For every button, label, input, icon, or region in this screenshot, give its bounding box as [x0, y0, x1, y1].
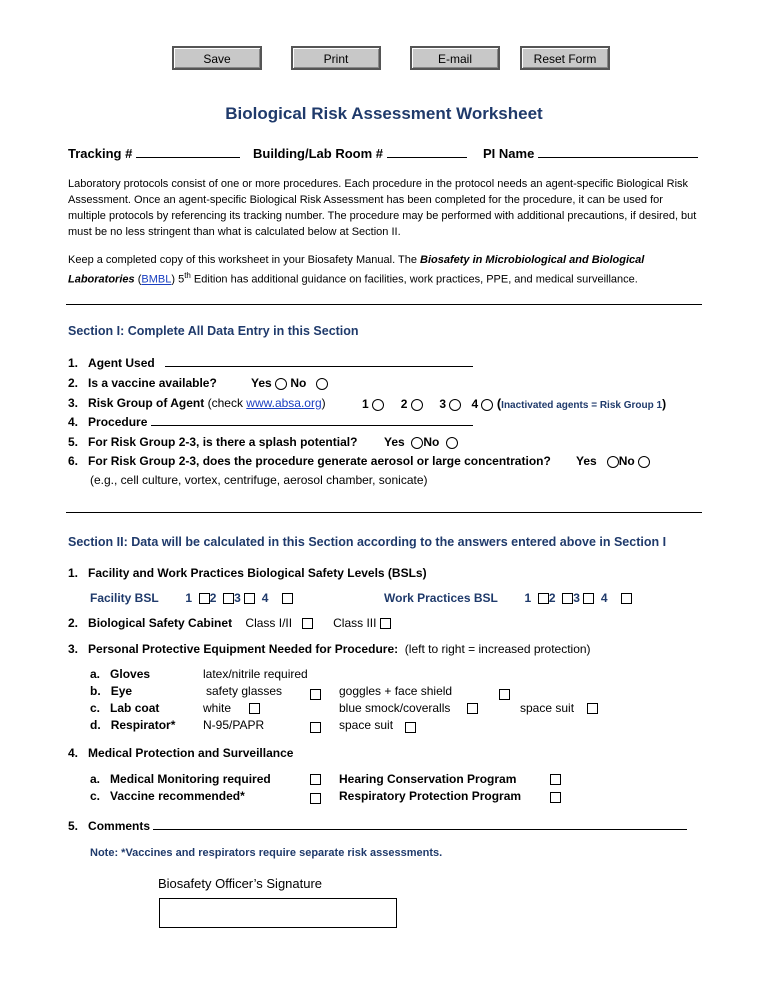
q-label: Risk Group of Agent — [88, 396, 208, 410]
splash-yes-radio[interactable] — [411, 437, 423, 449]
yes-label: Yes — [384, 435, 405, 449]
q-num: 6. — [68, 454, 79, 468]
procedure-input[interactable] — [151, 425, 473, 426]
bsl-level: 4 — [261, 591, 269, 605]
paren: ( — [496, 396, 502, 411]
signature-label: Biosafety Officer’s Signature — [158, 876, 323, 891]
ppe-lab-coat — [90, 701, 159, 715]
tracking-field[interactable] — [68, 146, 240, 161]
q-num: 1. — [68, 356, 79, 370]
tracking-label: Tracking # — [68, 146, 133, 161]
risk-group-options — [362, 396, 666, 411]
labcoat-option-1 — [203, 701, 231, 715]
eye-option-2 — [339, 684, 452, 698]
yes-label: Yes — [251, 376, 272, 390]
labcoat-blue-checkbox[interactable] — [467, 703, 478, 714]
labcoat-option-2 — [339, 701, 450, 715]
s2-q4-medical — [68, 746, 293, 760]
building-field[interactable] — [253, 146, 467, 161]
risk-group-1-radio[interactable] — [372, 399, 384, 411]
ppe-item: Gloves — [110, 667, 151, 681]
option-label: white — [203, 701, 232, 715]
bmbl-title: Biosafety in Microbiological and Biological Laboratories — [68, 254, 645, 286]
bsl-level: 1 — [524, 591, 532, 605]
q-num: 2. — [68, 616, 79, 630]
intro-text: Keep a completed copy of this worksheet in your Biosafety Manual. The — [68, 254, 420, 266]
q-hint: (check — [207, 396, 247, 410]
ppe-letter: a. — [90, 667, 101, 681]
facility-bsl-1-checkbox[interactable] — [199, 593, 210, 604]
q-num: 5. — [68, 819, 79, 833]
ppe-letter: c. — [90, 701, 101, 715]
respiratory-protection-checkbox[interactable] — [550, 792, 561, 803]
bsl-level: 3 — [234, 591, 241, 605]
bsl-level: 1 — [185, 591, 193, 605]
bsc-class-label: Class III — [333, 616, 377, 630]
ppe-respirator — [90, 718, 175, 732]
q-label: For Risk Group 2-3, is there a splash potential? — [88, 435, 358, 449]
signature-box[interactable] — [159, 898, 397, 928]
s2-q3-ppe — [68, 642, 591, 656]
building-input[interactable] — [387, 157, 467, 158]
bsl-level: 2 — [209, 591, 217, 605]
intro-text: ( — [134, 273, 142, 286]
q3-risk-group — [68, 396, 326, 410]
vaccine-options — [251, 376, 328, 390]
divider — [66, 512, 702, 513]
no-label: No — [618, 454, 635, 468]
work-bsl-2-checkbox[interactable] — [562, 593, 573, 604]
q-label: Biological Safety Cabinet — [88, 616, 233, 630]
respirator-n95-checkbox[interactable] — [310, 722, 321, 733]
option-label: blue smock/coveralls — [339, 701, 451, 715]
labcoat-white-checkbox[interactable] — [249, 703, 260, 714]
pi-name-field[interactable] — [483, 146, 698, 161]
bmbl-link[interactable]: BMBL — [141, 273, 172, 286]
risk-group-2-radio[interactable] — [411, 399, 423, 411]
aerosol-no-radio[interactable] — [638, 456, 650, 468]
q1-agent-used — [68, 356, 473, 370]
option-label: space suit — [520, 701, 575, 715]
s2-q1-bsl — [68, 566, 427, 580]
q6-aerosol — [68, 454, 551, 468]
ppe-letter: b. — [90, 684, 101, 698]
q-num: 5. — [68, 435, 79, 449]
q-num: 1. — [68, 566, 79, 580]
s2-q5-comments — [68, 819, 687, 833]
email-button[interactable]: E-mail — [410, 46, 500, 70]
reset-form-button[interactable]: Reset Form — [520, 46, 610, 70]
superscript: th — [184, 271, 191, 280]
q-hint: ) — [321, 396, 326, 410]
q-label: Personal Protective Equipment Needed for Procedure: — [88, 642, 399, 656]
med-letter: c. — [90, 789, 101, 803]
section1-heading: Section I: Complete All Data Entry in this Section — [68, 324, 359, 338]
splash-no-radio[interactable] — [446, 437, 458, 449]
work-bsl-3-checkbox[interactable] — [583, 593, 594, 604]
vaccine-yes-radio[interactable] — [275, 378, 287, 390]
facility-bsl-3-checkbox[interactable] — [244, 593, 255, 604]
aerosol-examples: (e.g., cell culture, vortex, centrifuge, aerosol chamber, sonicate) — [90, 473, 428, 487]
agent-used-input[interactable] — [165, 366, 473, 367]
med-item: Vaccine recommended* — [110, 789, 245, 803]
s2-q2-bsc — [68, 616, 391, 630]
risk-group-4-radio[interactable] — [481, 399, 493, 411]
vaccine-no-radio[interactable] — [316, 378, 328, 390]
facility-bsl-2-checkbox[interactable] — [223, 593, 234, 604]
intro-text: Edition has additional guidance on facilities, work practices, PPE, and medical surveillance. — [190, 273, 638, 286]
bsc-class-label: Class I/II — [245, 616, 293, 630]
facility-bsl-label: Facility BSL — [90, 591, 159, 605]
print-button[interactable]: Print — [291, 46, 381, 70]
no-label: No — [290, 376, 307, 390]
q-label: Agent Used — [88, 356, 155, 370]
paren: ) — [662, 397, 667, 411]
ppe-eye — [90, 684, 132, 698]
q-label: Comments — [88, 819, 151, 833]
q-label: Procedure — [88, 415, 148, 429]
q-label: Facility and Work Practices Biological Safety Levels (BSLs) — [88, 566, 427, 580]
bsc-class-1-2-checkbox[interactable] — [302, 618, 313, 629]
option-label: space suit — [339, 718, 394, 732]
gloves-option: latex/nitrile required — [203, 667, 308, 681]
respirator-space-suit-checkbox[interactable] — [405, 722, 416, 733]
aerosol-yes-radio[interactable] — [607, 456, 619, 468]
intro-paragraph-2 — [68, 252, 698, 288]
q5-splash — [68, 435, 357, 449]
ppe-gloves — [90, 667, 150, 681]
respiratory-protection — [339, 789, 521, 803]
rg-label: 3 — [439, 397, 447, 411]
medical-monitoring — [90, 772, 271, 786]
q-label: Is a vaccine available? — [88, 376, 217, 390]
intro-text: ) 5 — [171, 273, 185, 286]
absa-link[interactable]: www.absa.org — [246, 396, 322, 410]
ppe-item: Respirator* — [110, 718, 176, 732]
bsc-class-3-checkbox[interactable] — [380, 618, 391, 629]
yes-label: Yes — [576, 454, 597, 468]
facility-bsl-4-checkbox[interactable] — [282, 593, 293, 604]
risk-group-3-radio[interactable] — [449, 399, 461, 411]
respirator-option-1 — [203, 718, 264, 732]
q-num: 3. — [68, 642, 79, 656]
bsl-level: 2 — [548, 591, 556, 605]
divider — [66, 304, 702, 305]
work-bsl-4-checkbox[interactable] — [621, 593, 632, 604]
respirator-option-2 — [339, 718, 393, 732]
ppe-letter: d. — [90, 718, 101, 732]
rg-label: 2 — [400, 397, 408, 411]
med-item: Medical Monitoring required — [110, 772, 271, 786]
note: Note: *Vaccines and respirators require separate risk assessments. — [90, 847, 443, 859]
building-label: Building/Lab Room # — [253, 146, 383, 161]
q-label: Medical Protection and Surveillance — [88, 746, 294, 760]
rg-label: 1 — [362, 397, 369, 411]
option-label: safety glasses — [206, 684, 283, 698]
pi-name-label: PI Name — [483, 146, 535, 161]
facility-bsl-row — [90, 591, 293, 605]
eye-safety-glasses-checkbox[interactable] — [310, 689, 321, 700]
vaccine-recommended-checkbox[interactable] — [310, 793, 321, 804]
med-item: Respiratory Protection Program — [339, 789, 522, 803]
medical-monitoring-checkbox[interactable] — [310, 774, 321, 785]
med-item: Hearing Conservation Program — [339, 772, 517, 786]
labcoat-option-3 — [520, 701, 574, 715]
eye-option-1 — [206, 684, 282, 698]
pi-name-input[interactable] — [538, 157, 698, 158]
splash-options — [384, 435, 458, 449]
hearing-conservation-checkbox[interactable] — [550, 774, 561, 785]
option-label: goggles + face shield — [339, 684, 453, 698]
ppe-item: Lab coat — [110, 701, 160, 715]
intro-paragraph-1: Laboratory protocols consist of one or more procedures. Each procedure in the protocol needs an agent-specific Biological Risk Assessment. Once an agent-specific Biological Risk Assessment has been completed for the procedure, it can be used for multiple protocols by referencing its tracking number. The procedure may be performed with additional precautions, if desired, but must be no less stringent than what is calculated below at Section II. — [68, 178, 697, 238]
q-label: For Risk Group 2-3, does the procedure generate aerosol or large concentration? — [88, 454, 551, 468]
no-label: No — [423, 435, 440, 449]
med-letter: a. — [90, 772, 101, 786]
q-num: 4. — [68, 746, 79, 760]
bsl-level: 3 — [573, 591, 580, 605]
vaccine-recommended — [90, 789, 245, 803]
q2-vaccine — [68, 376, 217, 390]
q4-procedure — [68, 415, 473, 429]
bsl-level: 4 — [600, 591, 608, 605]
work-bsl-row — [384, 591, 632, 605]
ppe-item: Eye — [110, 684, 133, 698]
save-button[interactable]: Save — [172, 46, 262, 70]
rg-label: 4 — [471, 397, 479, 411]
risk-group-note: Inactivated agents = Risk Group 1 — [501, 400, 663, 411]
comments-input[interactable] — [153, 829, 687, 830]
tracking-input[interactable] — [136, 157, 240, 158]
ppe-hint: (left to right = increased protection) — [404, 642, 591, 656]
q-num: 4. — [68, 415, 79, 429]
option-label: N-95/PAPR — [203, 718, 265, 732]
work-bsl-1-checkbox[interactable] — [538, 593, 549, 604]
labcoat-space-suit-checkbox[interactable] — [587, 703, 598, 714]
q-num: 2. — [68, 376, 79, 390]
page-title: Biological Risk Assessment Worksheet — [225, 104, 543, 123]
section2-heading: Section II: Data will be calculated in this Section according to the answers entered above in Section I — [68, 535, 667, 549]
q-num: 3. — [68, 396, 79, 410]
hearing-conservation — [339, 772, 516, 786]
eye-goggles-checkbox[interactable] — [499, 689, 510, 700]
work-bsl-label: Work Practices BSL — [384, 591, 498, 605]
aerosol-options — [576, 454, 650, 468]
